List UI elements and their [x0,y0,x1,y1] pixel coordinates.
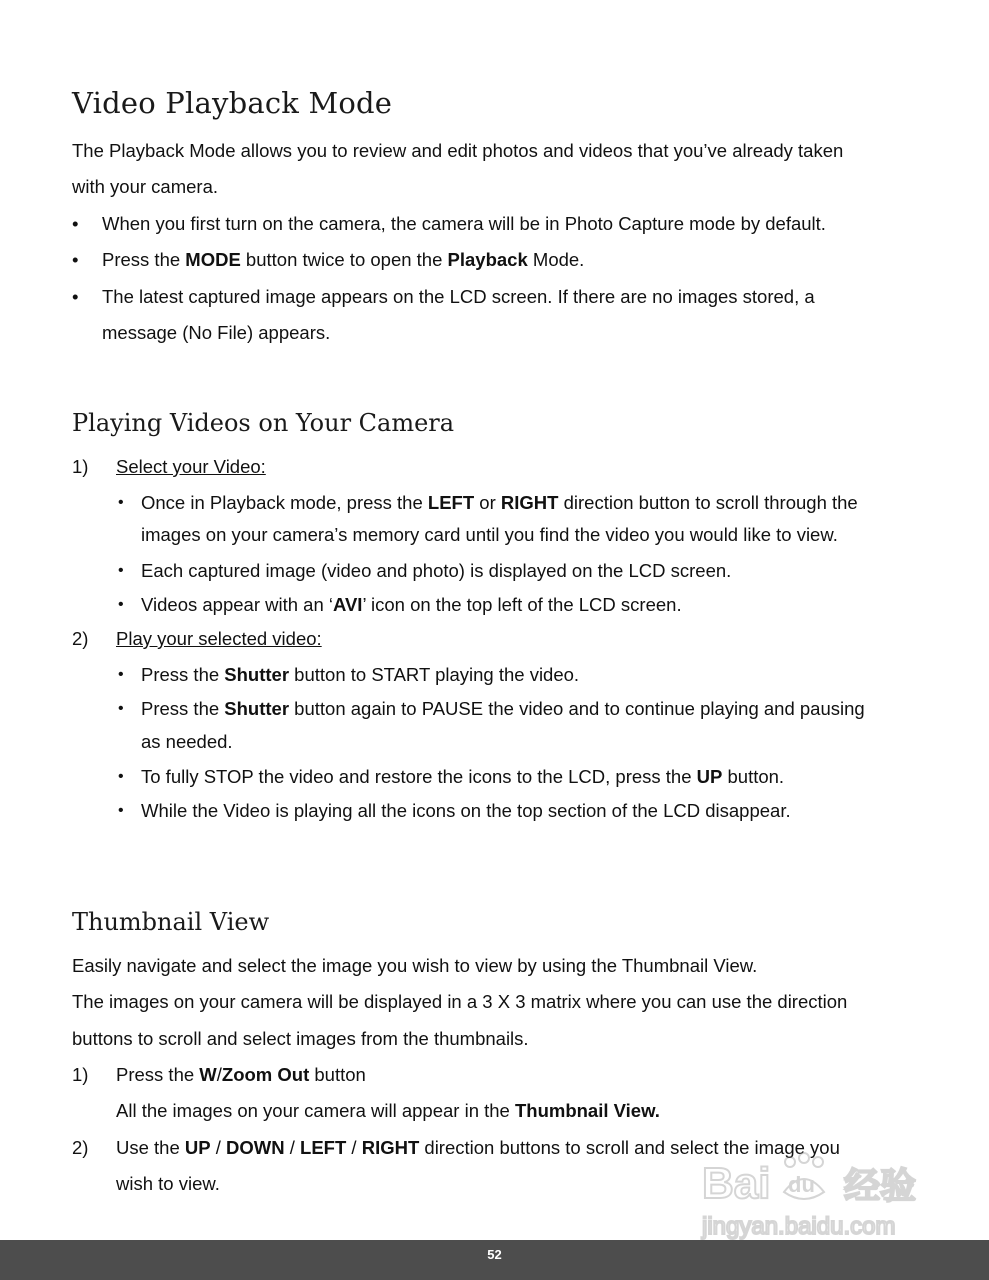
bullet-text: While the Video is playing all the icons on the top section of the LCD disappear. [141,800,791,821]
intro-paragraph-line1: The Playback Mode allows you to review and edit photos and videos that you’ve already taken [72,140,844,161]
bullet-icon: • [72,249,79,270]
step-label: Play your selected video: [116,628,322,649]
bullet-icon: • [118,562,124,579]
step-number: 1) [72,1064,89,1085]
bullet-text: Press the Shutter button to START playing the video. [141,664,580,685]
bullet-text: To fully STOP the video and restore the icons to the LCD, press the UP button. [141,766,785,787]
watermark-brand-text: Bai [702,1159,771,1208]
bullet-icon: • [118,494,124,511]
bullet-icon: • [118,666,124,683]
step-label: Select your Video: [116,456,266,477]
step-number: 2) [72,1137,89,1158]
bullet-text: Press the MODE button twice to open the Playback Mode. [102,249,585,270]
step-number: 1) [72,456,89,477]
section-heading: Playing Videos on Your Camera [72,409,455,437]
bullet-text-continued: images on your camera’s memory card until you find the video you would like to view. [141,524,838,545]
bullet-icon: • [72,286,79,307]
step-text-continued: All the images on your camera will appear in the Thumbnail View. [116,1100,660,1121]
bullet-icon: • [118,700,124,717]
bullet-icon: • [118,802,124,819]
paragraph-continued: buttons to scroll and select images from the thumbnails. [72,1028,529,1049]
step-number: 2) [72,628,89,649]
bullet-text: When you first turn on the camera, the camera will be in Photo Capture mode by default. [102,213,826,234]
page-footer [0,1240,989,1280]
page-title: Video Playback Mode [72,86,393,120]
bullet-icon: • [118,768,124,785]
section-heading: Thumbnail View [72,908,270,936]
step-text: Press the W/Zoom Out button [116,1064,366,1085]
paragraph: Easily navigate and select the image you wish to view by using the Thumbnail View. [72,955,758,976]
page-number: 52 [487,1247,502,1262]
bullet-text: Press the Shutter button again to PAUSE the video and to continue playing and pausing [141,698,865,719]
paragraph: The images on your camera will be displayed in a 3 X 3 matrix where you can use the direction [72,991,848,1012]
bullet-text-continued: message (No File) appears. [102,322,331,343]
bullet-text: The latest captured image appears on the LCD screen. If there are no images stored, a [102,286,815,307]
bullet-icon: • [72,213,79,234]
intro-paragraph-line2: with your camera. [72,176,218,197]
bullet-text-continued: as needed. [141,731,233,752]
svg-text:jingyan.baidu.com: jingyan.baidu.com [702,1213,896,1240]
bullet-text: Once in Playback mode, press the LEFT or RIGHT direction button to scroll through the [141,492,858,513]
bullet-icon: • [118,596,124,613]
watermark-logo [700,1148,935,1240]
bullet-text: Videos appear with an ‘AVI’ icon on the top left of the LCD screen. [141,594,682,615]
step-text-continued: wish to view. [116,1173,220,1194]
step-text: Use the UP / DOWN / LEFT / RIGHT direction buttons to scroll and select the image you [116,1137,840,1158]
bullet-text: Each captured image (video and photo) is displayed on the LCD screen. [141,560,732,581]
svg-text:du: du [788,1172,815,1197]
svg-text:经验: 经验 [844,1166,917,1207]
